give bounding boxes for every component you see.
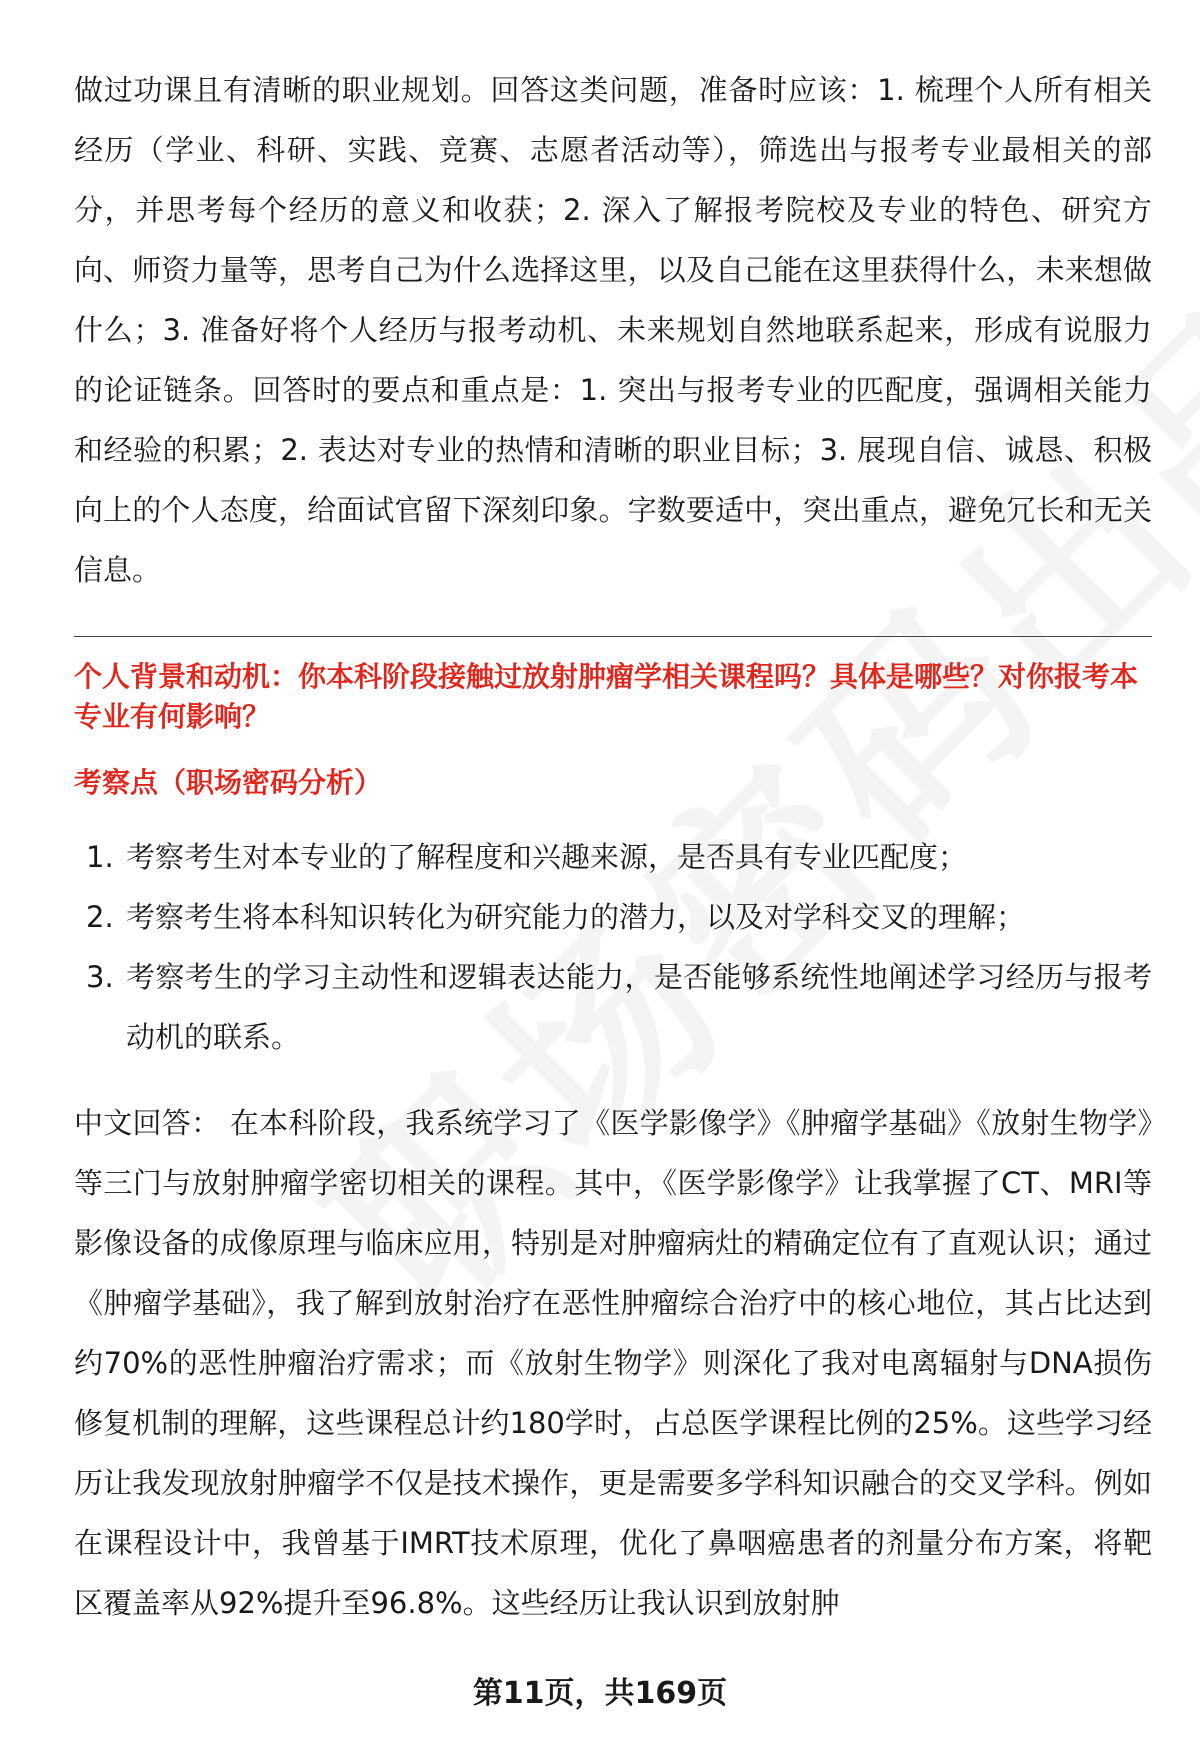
- list-item: [74, 887, 1152, 947]
- list-item: [74, 947, 1152, 1067]
- list-number: 1.: [86, 840, 114, 874]
- page-number-footer: 第11页，共169页: [472, 1676, 728, 1711]
- question-heading: 个人背景和动机：你本科阶段接触过放射肿瘤学相关课程吗？具体是哪些？对你报考本专业有何影响？: [74, 660, 1139, 733]
- section-divider: [74, 636, 1152, 637]
- list-text: 考察考生将本科知识转化为研究能力的潜力，以及对学科交叉的理解；: [126, 900, 1026, 934]
- answer-paragraph: 中文回答： 在本科阶段，我系统学习了《医学影像学》《肿瘤学基础》《放射生物学》等三门与放射肿瘤学密切相关的课程。其中，《医学影像学》让我掌握了CT、MRI等影像设备的成像原理与临床应用，特别是对肿瘤病灶的精确定位有了直观认识；通过《肿瘤学基础》，我了解到放射治疗在恶性肿瘤综合治疗中的核心地位，其占比达到约70%的恶性肿瘤治疗需求；而《放射生物学》则深化了我对电离辐射与DNA损伤修复机制的理解，这些课程总计约180学时，占总医学课程比例的25%。这些学习经历让我发现放射肿瘤学不仅是技术操作，更是需要多学科知识融合的交叉学科。例如在课程设计中，我曾基于IMRT技术原理，优化了鼻咽癌患者的剂量分布方案，将靶区覆盖率从92%提升至96.8%。这些经历让我认识到放射肿: [74, 1106, 1152, 1620]
- page-content: [74, 60, 1152, 1633]
- list-text: 考察考生对本专业的了解程度和兴趣来源，是否具有专业匹配度；: [126, 840, 968, 874]
- intro-paragraph: 做过功课且有清晰的职业规划。回答这类问题，准备时应该：1. 梳理个人所有相关经历（学业、科研、实践、竞赛、志愿者活动等），筛选出与报考专业最相关的部分，并思考每个经历的意义和收获；2. 深入了解报考院校及专业的特色、研究方向、师资力量等，思考自己为什么选择这里，以及自己能在这里获得什么，未来想做什么；3. 准备好将个人经历与报考动机、未来规划自然地联系起来，形成有说服力的论证链条。回答时的要点和重点是：1. 突出与报考专业的匹配度，强调相关能力和经验的积累；2. 表达对专业的热情和清晰的职业目标；3. 展现自信、诚恳、积极向上的个人态度，给面试官留下深刻印象。字数要适中，突出重点，避免冗长和无关信息。: [74, 73, 1152, 587]
- list-number: 3.: [86, 960, 114, 994]
- assessment-subheading: 考察点（职场密码分析）: [74, 766, 383, 799]
- assessment-points-list: [74, 827, 1152, 1067]
- list-text: 考察考生的学习主动性和逻辑表达能力，是否能够系统性地阐述学习经历与报考动机的联系。: [126, 960, 1152, 1054]
- list-item: [74, 827, 1152, 887]
- list-number: 2.: [86, 900, 114, 934]
